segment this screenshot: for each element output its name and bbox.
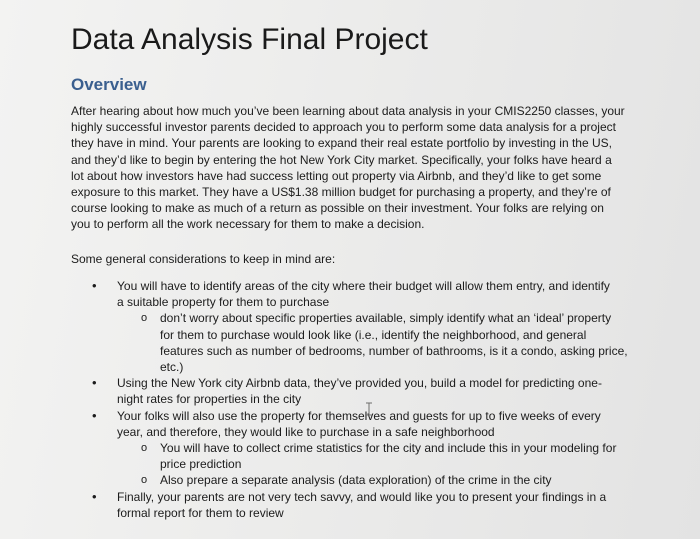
sub-list-item	[117, 310, 700, 375]
sub-line: don’t worry about specific properties available, simply identify what an ‘ideal’ property	[160, 311, 612, 326]
bullet-line: Using the New York city Airbnb data, they’ve provided you, build a model for predicting one-	[117, 376, 602, 391]
bullet-line: formal report for them to review	[117, 505, 284, 520]
bullet-line: Your folks will also use the property for themselves and guests for up to five weeks of every	[117, 408, 601, 423]
intro-line: lot about how investors have had success letting out property via Airbnb, and they’d like to get some	[71, 168, 602, 183]
text-cursor-icon	[365, 402, 373, 416]
bullet-icon: •	[92, 375, 97, 391]
bullet-icon: •	[92, 407, 97, 423]
intro-line: course looking to make as much of a return as possible on their investment. Your folks are relying on	[71, 201, 604, 216]
sub-line: features such as number of bedrooms, number of bathrooms, is it a condo, asking price,	[160, 343, 628, 358]
sub-list	[117, 310, 700, 375]
considerations-label	[71, 251, 631, 267]
circle-bullet-icon: o	[141, 442, 148, 455]
intro-line: After hearing about how much you’ve been learning about data analysis in your CMIS2250 classes, your	[71, 104, 625, 118]
circle-bullet-icon: o	[141, 312, 148, 325]
considerations-text: Some general considerations to keep in mind are:	[71, 252, 336, 266]
intro-line: you to perform all the work necessary for them to make a decision.	[71, 217, 425, 232]
document-title: Data Analysis Final Project	[71, 23, 428, 56]
list-item	[0, 278, 700, 375]
bullet-icon: •	[92, 278, 97, 293]
list-item	[0, 375, 700, 407]
bullet-icon: •	[92, 488, 97, 504]
circle-bullet-icon: o	[141, 474, 148, 487]
sub-line: etc.)	[160, 360, 184, 375]
sub-list-item	[117, 472, 700, 488]
bullet-line: a suitable property for them to purchase	[117, 295, 330, 310]
intro-line: exposure to this market. They have a US$1.38 million budget for purchasing a property, and they’re of	[71, 185, 611, 200]
overview-heading: Overview	[71, 75, 147, 94]
sub-line: Also prepare a separate analysis (data exploration) of the crime in the city	[160, 473, 552, 488]
list-item	[0, 489, 700, 521]
considerations-list	[0, 278, 700, 521]
sub-line: for them to purchase would look like (i.e., identify the neighborhood, and general	[160, 327, 587, 342]
intro-line: they have in mind. Your parents are looking to expand their real estate portfolio by investing in the US,	[71, 136, 612, 151]
sub-list-item	[117, 440, 700, 472]
list-item	[0, 408, 700, 489]
bullet-line: You will have to identify areas of the city where their budget will allow them entry, and identify	[117, 279, 610, 293]
sub-list	[117, 440, 700, 489]
bullet-line: night rates for properties in the city	[117, 392, 302, 407]
intro-paragraph	[71, 103, 631, 233]
intro-line: and they’d like to begin by entering the hot New York City market. Specifically, your folks have heard a	[71, 152, 612, 167]
bullet-line: year, and therefore, they would like to purchase in a safe neighborhood	[117, 424, 495, 439]
bullet-line: Finally, your parents are not very tech savvy, and would like you to present your findings in a	[117, 489, 607, 504]
sub-line: You will have to collect crime statistics for the city and include this in your modeling for	[160, 441, 617, 456]
intro-line: highly successful investor parents decided to approach you to perform some data analysis for a project	[71, 120, 616, 135]
sub-line: price prediction	[160, 457, 242, 472]
